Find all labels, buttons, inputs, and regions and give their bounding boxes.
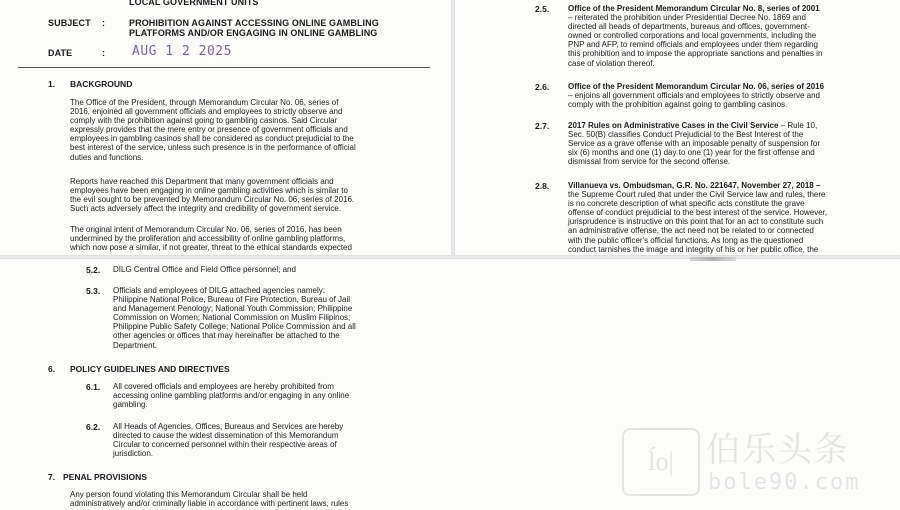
text-line: the evil sought to be prevented by Memorandum Circular No. 06, series of 2016. — [70, 195, 355, 205]
scan-smudge — [690, 257, 736, 261]
section-7-number: 7. — [48, 472, 56, 482]
text-line: this prohibition and to impose the appropriate sanctions and penalties in — [568, 49, 823, 59]
item-5-3-text — [113, 286, 389, 350]
item-title: Office of the President Memorandum Circular No. 06, series of 2016 — [568, 82, 825, 91]
subject-line-1: PROHIBITION AGAINST ACCESSING ONLINE GAMBLING — [129, 18, 379, 28]
text-line: directed to cause the widest dissemination of this Memorandum — [113, 431, 339, 441]
text-line: offense of conduct prejudicial to the best interest of the service. However, — [568, 208, 828, 218]
watermark-url: bole90.com — [708, 470, 861, 495]
item-5-2-text: DILG Central Office and Field Office personnel; and — [113, 265, 296, 274]
item-2-6-text — [568, 82, 886, 109]
text-line: comply with the prohibition against going to gambling casinos. — [568, 100, 788, 110]
text-line: All covered officials and employees are hereby prohibited from — [113, 382, 334, 391]
item-2-7-number: 2.7. — [535, 121, 550, 131]
page-top-right — [455, 0, 900, 255]
item-5-3-number: 5.3. — [86, 286, 101, 296]
text-line: other agencies or offices that may hereinafter be attached to the — [113, 331, 340, 341]
header-rule — [18, 67, 430, 68]
item-2-6-number: 2.6. — [535, 82, 550, 92]
text-line: duties and functions. — [70, 152, 144, 162]
section-1-number: 1. — [48, 79, 56, 89]
text-line: dismissal from service for the second offense. — [568, 157, 731, 167]
item-2-8-number: 2.8. — [535, 181, 550, 191]
section-7-title: PENAL PROVISIONS — [63, 472, 147, 482]
item-title-tail: – Rule 10, — [778, 121, 818, 130]
text-line: The Office of the President, through Memorandum Circular No. 06, series of — [70, 98, 339, 107]
penal-paragraph — [70, 490, 388, 508]
item-2-8-text — [568, 181, 886, 254]
text-line: is no concrete description of what specific acts constitute the grave — [568, 199, 805, 209]
text-line: Service as a grave offense with an imposable penalty of suspension for — [568, 139, 820, 149]
text-line: case of violation thereof. — [568, 58, 655, 68]
text-line: PNP and AFP, to remind officials and employees under them regarding — [568, 40, 818, 50]
background-paragraph-3 — [70, 225, 388, 252]
item-6-2-text — [113, 422, 389, 458]
item-5-2-number: 5.2. — [86, 265, 101, 275]
watermark — [622, 422, 892, 502]
text-line: Officials and employees of DILG attached agencies namely: — [113, 286, 325, 295]
text-line: with the public officer's official functions. As long as the questioned — [568, 235, 804, 245]
date-colon: : — [102, 48, 106, 58]
item-title: Office of the President Memorandum Circular No. 8, series of 2001 — [568, 4, 820, 13]
text-line: employees in gambling casinos shall be considered as conduct prejudicial to the — [70, 134, 354, 144]
watermark-brand-text: 伯乐头条 — [706, 430, 850, 470]
section-6-number: 6. — [48, 364, 56, 374]
item-6-2-number: 6.2. — [86, 422, 101, 432]
text-line: jurisprudence is instructive on this point that for an act to constitute such — [568, 217, 824, 227]
text-line: Circular to concerned personnel within their respective areas of — [113, 440, 337, 450]
text-line: Sec. 50(B) classifies Conduct Prejudicial to the Best Interest of the — [568, 130, 804, 140]
header-top-line: LOCAL GOVERNMENT UNITS — [129, 0, 259, 7]
section-1-title: BACKGROUND — [70, 79, 133, 89]
item-6-1-text — [113, 382, 389, 409]
text-line: Such acts adversely affect the integrity and credibility of government service. — [70, 204, 342, 214]
subject-label: SUBJECT — [48, 18, 91, 28]
page-bottom — [0, 259, 900, 510]
text-line: owned or controlled corporations and local governments, including the — [568, 31, 817, 41]
subject-line-2: PLATFORMS AND/OR ENGAGING IN ONLINE GAMBLING — [129, 28, 378, 38]
text-line: gambling. — [113, 400, 148, 410]
section-6-title: POLICY GUIDELINES AND DIRECTIVES — [70, 364, 230, 374]
text-line: which now pose a similar, if not greater, threat to the ethical standards expected — [70, 243, 352, 253]
text-line: comply with the prohibition against going to gambling casinos. Said Circular — [70, 116, 338, 126]
text-line: All Heads of Agencies, Offices, Bureaus and Services are hereby — [113, 422, 344, 431]
text-line: Any person found violating this Memorandum Circular shall be held — [70, 490, 308, 499]
text-line: administratively and/or criminally liable in accordance with pertinent laws, rules — [70, 499, 349, 509]
text-line: conduct tarnishes the image and integrity of his or her public office, the — [568, 244, 819, 254]
background-paragraph-1 — [70, 98, 388, 162]
text-line: the Supreme Court ruled that under the Civil Service law and rules, there — [568, 190, 826, 200]
text-line: Philippine Public Safety College; National Police Commission and all — [113, 322, 356, 332]
text-line: expressly provides that the mere entry or presence of government officials and — [70, 125, 348, 135]
item-2-7-text — [568, 121, 886, 166]
item-title: Villanueva vs. Ombudsman, G.R. No. 221647, November 27, 2018 – — [568, 181, 821, 190]
item-6-1-number: 6.1. — [86, 382, 101, 392]
text-line: undermined by the proliferation and accessibility of online gambling platforms, — [70, 234, 346, 244]
background-paragraph-2 — [70, 177, 388, 213]
text-line: Department. — [113, 340, 158, 350]
item-2-5-text — [568, 4, 886, 68]
text-line: jurisdiction. — [113, 449, 154, 459]
subject-colon: : — [102, 18, 106, 28]
text-line: six (6) months and one (1) day to one (1) year for the first offense and — [568, 148, 815, 158]
text-line: accessing online gambling platforms and/or engaging in any online — [113, 391, 350, 401]
text-line: Philippine National Police, Bureau of Fire Protection, Bureau of Jail — [113, 295, 351, 305]
text-line: directed all heads of departments, bureaus and offices, government- — [568, 22, 810, 32]
text-line: – reiterated the prohibition under Presidential Decree No. 1869 and — [568, 13, 806, 23]
text-line: Reports have reached this Department that many government officials and — [70, 177, 334, 186]
text-line: best interest of the service, unless such presence is in the performance of official — [70, 143, 356, 153]
text-line: employees have been engaging in online gambling activities which is similar to — [70, 186, 348, 196]
watermark-logo-icon: ĺo| — [622, 428, 700, 496]
item-title: 2017 Rules on Administrative Cases in the Civil Service — [568, 121, 779, 130]
date-label: DATE — [48, 48, 73, 58]
text-line: 2016, enjoined all government officials and employees to strictly observe and — [70, 107, 343, 117]
text-line: Commission on Women; National Commission on Muslim Filipinos; — [113, 313, 351, 323]
text-line: The original intent of Memorandum Circular No. 06, series of 2016, has been — [70, 225, 342, 234]
text-line: and Management Penology; National Youth Commission; Philippine — [113, 304, 353, 314]
date-stamp: AUG 1 2 2025 — [132, 44, 232, 59]
item-2-5-number: 2.5. — [535, 4, 550, 14]
text-line: an administrative offense, the act need not be related to or connected — [568, 226, 814, 236]
text-line: – enjoins all government officials and employees to strictly observe and — [568, 91, 820, 101]
page-top-left — [0, 0, 451, 255]
